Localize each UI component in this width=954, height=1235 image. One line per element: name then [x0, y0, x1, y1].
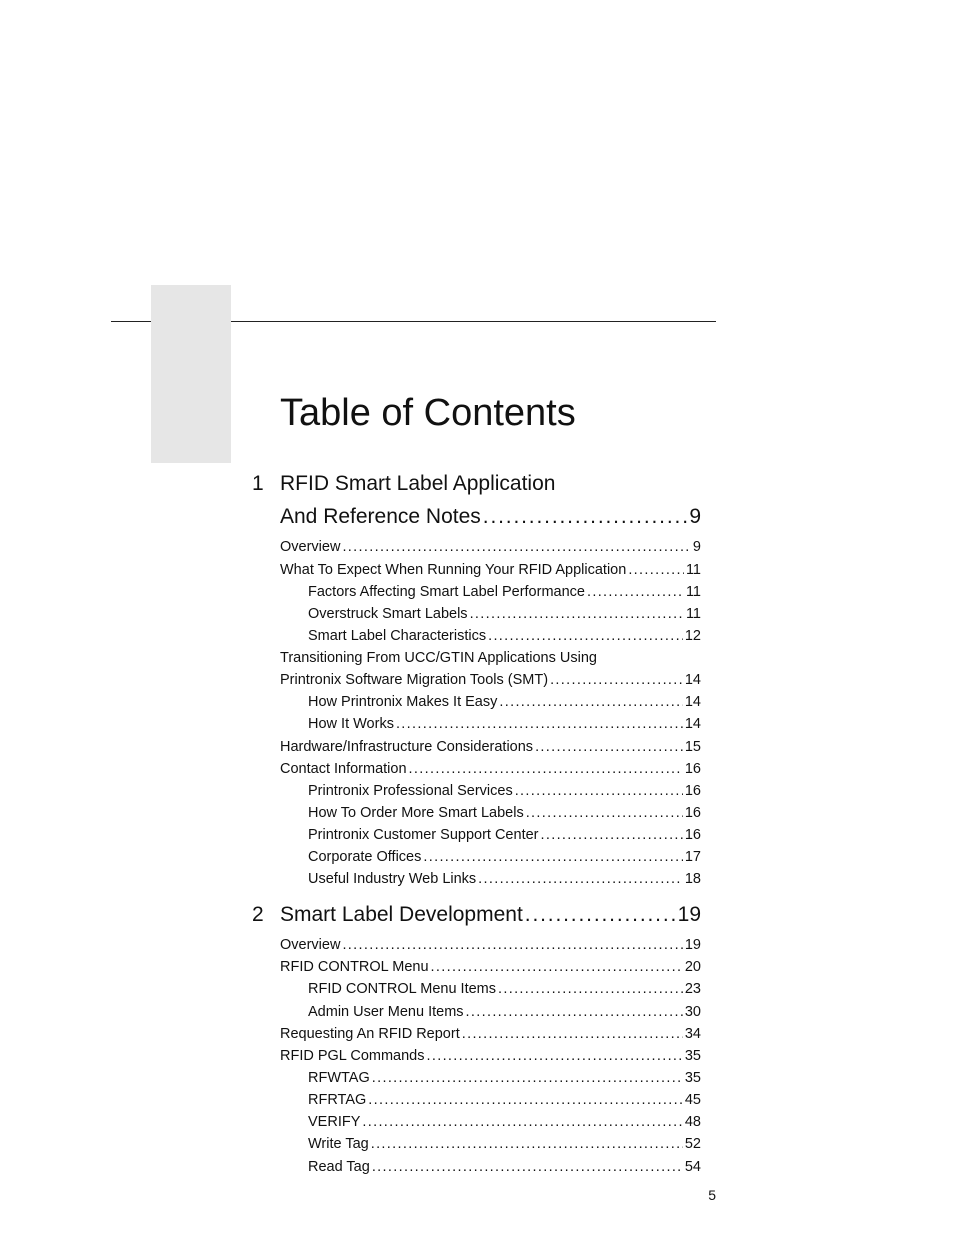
dot-leader [488, 626, 683, 646]
toc-entry-smt[interactable] [280, 670, 701, 690]
toc-entry-page: 34 [684, 1026, 701, 1042]
toc-entry-text: VERIFY [308, 1114, 361, 1130]
toc-entry-transitioning-line1[interactable]: Transitioning From UCC/GTIN Applications Using [280, 650, 597, 666]
toc-entry-page: 16 [684, 761, 701, 777]
chapter-1-entry[interactable] [280, 503, 701, 531]
dot-leader [462, 1024, 683, 1044]
dot-leader [550, 670, 683, 690]
toc-entry-corporate-offices[interactable] [308, 847, 701, 867]
chapter-2-title: Smart Label Development [280, 903, 523, 926]
toc-entry-hardware[interactable] [280, 737, 701, 757]
dot-leader [396, 714, 683, 734]
toc-entry-text: Admin User Menu Items [308, 1004, 464, 1020]
toc-entry-text: How To Order More Smart Labels [308, 805, 524, 821]
toc-entry-support-center[interactable] [308, 825, 701, 845]
toc-entry-page: 14 [684, 672, 701, 688]
toc-entry-characteristics[interactable] [308, 626, 701, 646]
toc-entry-admin-user-menu-items[interactable] [308, 1002, 701, 1022]
toc-entry-text: Contact Information [280, 761, 407, 777]
toc-entry-page: 23 [684, 981, 701, 997]
dot-leader [541, 825, 683, 845]
dot-leader [498, 979, 683, 999]
dot-leader [372, 1068, 683, 1088]
toc-entry-contact[interactable] [280, 759, 701, 779]
chapter-2-entry[interactable] [280, 901, 701, 929]
toc-entry-text: Printronix Professional Services [308, 783, 513, 799]
toc-entry-text: Read Tag [308, 1159, 370, 1175]
chapter-2-page: 19 [677, 903, 701, 926]
toc-entry-how-it-works[interactable] [308, 714, 701, 734]
toc-entry-text: Overstruck Smart Labels [308, 606, 468, 622]
header-rule-right [231, 321, 716, 322]
toc-entry-text: Printronix Software Migration Tools (SMT) [280, 672, 549, 688]
toc-entry-page: 16 [684, 783, 701, 799]
toc-entry-text: Printronix Customer Support Center [308, 827, 539, 843]
dot-leader [409, 759, 683, 779]
dot-leader [371, 1134, 683, 1154]
toc-entry-text: Corporate Offices [308, 849, 422, 865]
toc-entry-read-tag[interactable] [308, 1157, 701, 1177]
dot-leader [483, 503, 688, 531]
dot-leader [431, 957, 683, 977]
dot-leader [342, 935, 682, 955]
dot-leader [368, 1090, 683, 1110]
dot-leader [515, 781, 683, 801]
toc-entry-write-tag[interactable] [308, 1134, 701, 1154]
toc-entry-page: 48 [684, 1114, 701, 1130]
chapter-1-number: 1 [252, 472, 264, 495]
toc-entry-text: Write Tag [308, 1136, 369, 1152]
chapter-2-number: 2 [252, 903, 264, 926]
toc-entry-text: Requesting An RFID Report [280, 1026, 460, 1042]
toc-entry-rfid-control-menu[interactable] [280, 957, 701, 977]
dot-leader [587, 582, 684, 602]
toc-entry-text: How It Works [308, 716, 394, 732]
toc-entry-verify[interactable] [308, 1112, 701, 1132]
dot-leader [499, 692, 682, 712]
toc-entry-what-to-expect[interactable] [280, 560, 701, 580]
toc-entry-page: 16 [684, 827, 701, 843]
toc-entry-page: 14 [684, 694, 701, 710]
toc-entry-page: 11 [685, 606, 701, 622]
toc-entry-page: 12 [684, 628, 701, 644]
toc-entry-page: 16 [684, 805, 701, 821]
toc-entry-text: RFID CONTROL Menu [280, 959, 429, 975]
toc-entry-factors-affecting[interactable] [308, 582, 701, 602]
toc-entry-page: 20 [684, 959, 701, 975]
toc-entry-text: Smart Label Characteristics [308, 628, 487, 644]
toc-entry-text: Hardware/Infrastructure Considerations [280, 739, 534, 755]
toc-entry-page: 52 [684, 1136, 701, 1152]
toc-entry-rfrtag[interactable] [308, 1090, 701, 1110]
toc-entry-page: 14 [684, 716, 701, 732]
dot-leader [628, 560, 684, 580]
dot-leader [372, 1157, 683, 1177]
toc-entry-text: RFRTAG [308, 1092, 367, 1108]
page-number: 5 [708, 1187, 716, 1203]
toc-entry-page: 17 [684, 849, 701, 865]
toc-entry-text: Useful Industry Web Links [308, 871, 477, 887]
toc-entry-overview-2[interactable] [280, 935, 701, 955]
toc-entry-page: 30 [684, 1004, 701, 1020]
toc-entry-page: 15 [684, 739, 701, 755]
toc-entry-page: 19 [684, 937, 701, 953]
toc-entry-text: Overview [280, 539, 341, 555]
toc-entry-text: What To Expect When Running Your RFID Application [280, 562, 627, 578]
toc-entry-page: 54 [684, 1159, 701, 1175]
toc-entry-text: Factors Affecting Smart Label Performance [308, 584, 585, 600]
toc-entry-overview[interactable] [280, 537, 701, 557]
toc-entry-page: 35 [684, 1048, 701, 1064]
dot-leader [342, 537, 690, 557]
chapter-1-page: 9 [689, 505, 701, 528]
dot-leader [478, 869, 683, 889]
toc-entry-text: RFWTAG [308, 1070, 370, 1086]
toc-entry-requesting-report[interactable] [280, 1024, 701, 1044]
dot-leader [525, 901, 676, 929]
toc-entry-order-labels[interactable] [308, 803, 701, 823]
toc-entry-page: 18 [684, 871, 701, 887]
dot-leader [526, 803, 683, 823]
toc-entry-page: 9 [692, 539, 701, 555]
chapter-1-title-line2: And Reference Notes [280, 505, 481, 528]
toc-entry-text: Overview [280, 937, 341, 953]
toc-entry-page: 35 [684, 1070, 701, 1086]
toc-entry-rfid-control-menu-items[interactable] [308, 979, 701, 999]
toc-entry-text: RFID CONTROL Menu Items [308, 981, 496, 997]
dot-leader [535, 737, 683, 757]
dot-leader [362, 1112, 682, 1132]
toc-entry-rfwtag[interactable] [308, 1068, 701, 1088]
toc-entry-text: RFID PGL Commands [280, 1048, 425, 1064]
toc-entry-makes-it-easy[interactable] [308, 692, 701, 712]
toc-entry-text: How Printronix Makes It Easy [308, 694, 498, 710]
page-title: Table of Contents [280, 392, 576, 434]
header-rule-left [111, 321, 151, 322]
toc-entry-page: 45 [684, 1092, 701, 1108]
chapter-1-title-line1: RFID Smart Label Application [280, 472, 556, 495]
dot-leader [423, 847, 682, 867]
dot-leader [427, 1046, 683, 1066]
toc-entry-overstruck[interactable] [308, 604, 701, 624]
toc-entry-web-links[interactable] [308, 869, 701, 889]
dot-leader [470, 604, 684, 624]
toc-entry-page: 11 [685, 584, 701, 600]
toc-entry-pgl-commands[interactable] [280, 1046, 701, 1066]
toc-entry-page: 11 [685, 562, 701, 578]
dot-leader [466, 1002, 683, 1022]
chapter-tab-block [151, 285, 231, 463]
toc-entry-professional-services[interactable] [308, 781, 701, 801]
